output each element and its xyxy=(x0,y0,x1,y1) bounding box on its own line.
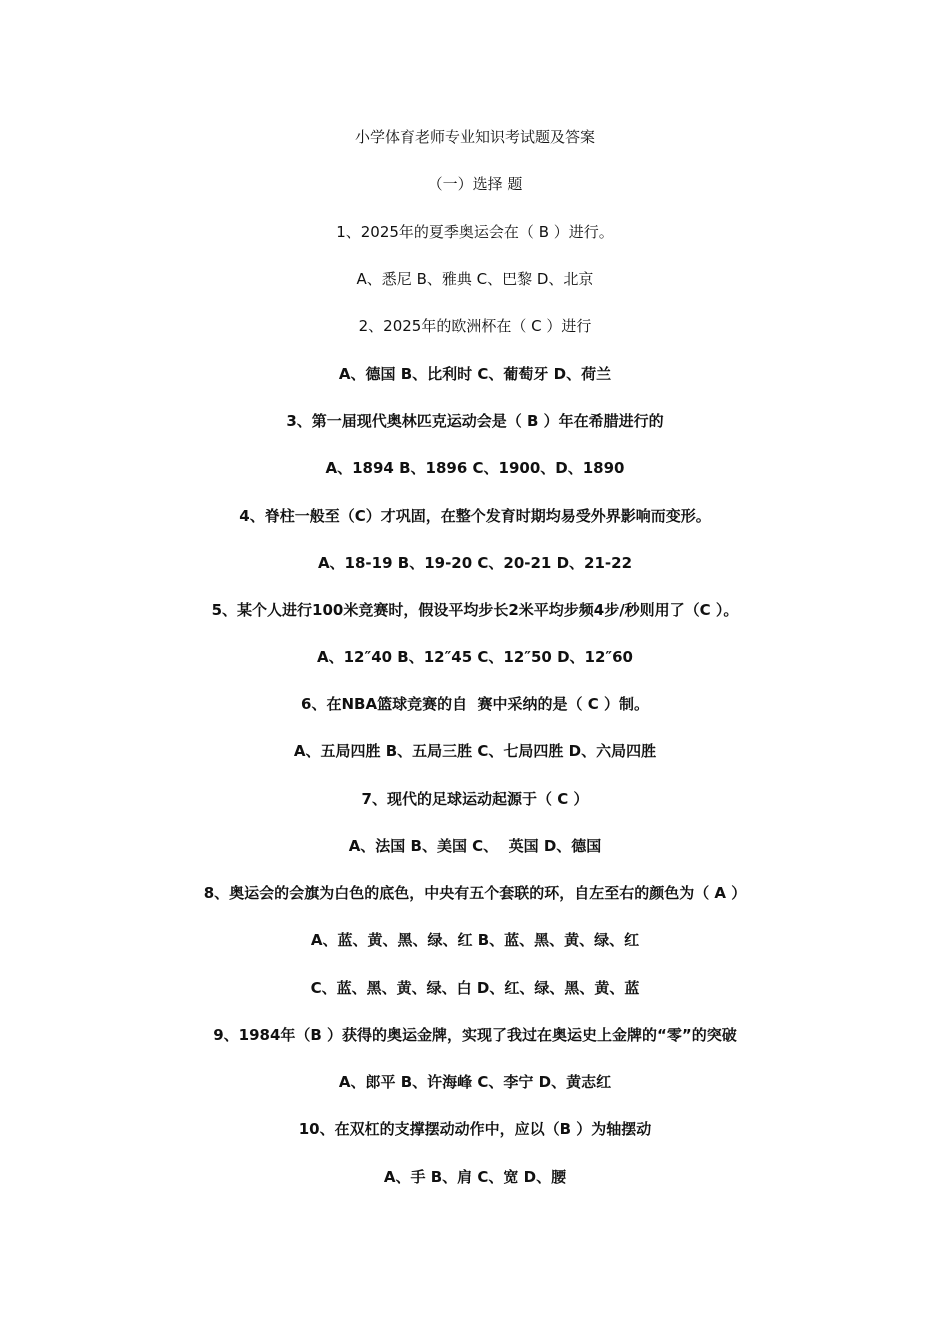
question-4: 4、脊柱一般至（C）才巩固，在整个发育时期均易受外界影响而变形。 xyxy=(239,507,711,525)
question-9: 9、1984年（B ）获得的奥运金牌，实现了我过在奥运史上金牌的“零”的突破 xyxy=(213,1026,737,1044)
options-1: A、悉尼 B、雅典 C、巴黎 D、北京 xyxy=(356,270,594,288)
question-3: 3、第一届现代奥林匹克运动会是（ B ）年在希腊进行的 xyxy=(286,412,664,430)
options-7: A、法国 B、美国 C、 英国 D、德国 xyxy=(348,837,602,855)
document-title: 小学体育老师专业知识考试题及答案 xyxy=(354,128,595,146)
question-10: 10、在双杠的支撑摆动动作中，应以（B ）为轴摆动 xyxy=(298,1120,652,1138)
question-2: 2、2025年的欧洲杯在（ C ）进行 xyxy=(358,317,592,335)
question-8: 8、奥运会的会旗为白色的底色，中央有五个套联的环，自左至右的颜色为（ A ） xyxy=(203,884,747,902)
options-4: A、18-19 B、19-20 C、20-21 D、21-22 xyxy=(317,554,633,572)
options-6: A、五局四胜 B、五局三胜 C、七局四胜 D、六局四胜 xyxy=(293,742,657,760)
question-7: 7、现代的足球运动起源于（ C ） xyxy=(361,790,589,808)
options-9: A、郎平 B、许海峰 C、李宁 D、黄志红 xyxy=(338,1073,612,1091)
question-5: 5、某个人进行100米竞赛时，假设平均步长2米平均步频4步/秒则用了（C ）。 xyxy=(211,601,739,619)
options-5: A、12″40 B、12″45 C、12″50 D、12″60 xyxy=(317,648,633,666)
options-10: A、手 B、肩 C、宽 D、腰 xyxy=(383,1168,567,1186)
section-heading: （一）选择 题 xyxy=(427,175,523,193)
question-1: 1、2025年的夏季奥运会在（ B ）进行。 xyxy=(336,223,614,241)
options-3: A、1894 B、1896 C、1900、D、1890 xyxy=(325,459,625,477)
options-8a: A、蓝、黄、黑、绿、红 B、蓝、黑、黄、绿、红 xyxy=(310,931,640,949)
options-8b: C、蓝、黑、黄、绿、白 D、红、绿、黑、黄、蓝 xyxy=(310,979,640,997)
question-6: 6、在NBA篮球竞赛的自 赛中采纳的是（ C ）制。 xyxy=(301,695,649,713)
options-2: A、德国 B、比利时 C、葡萄牙 D、荷兰 xyxy=(338,365,612,383)
